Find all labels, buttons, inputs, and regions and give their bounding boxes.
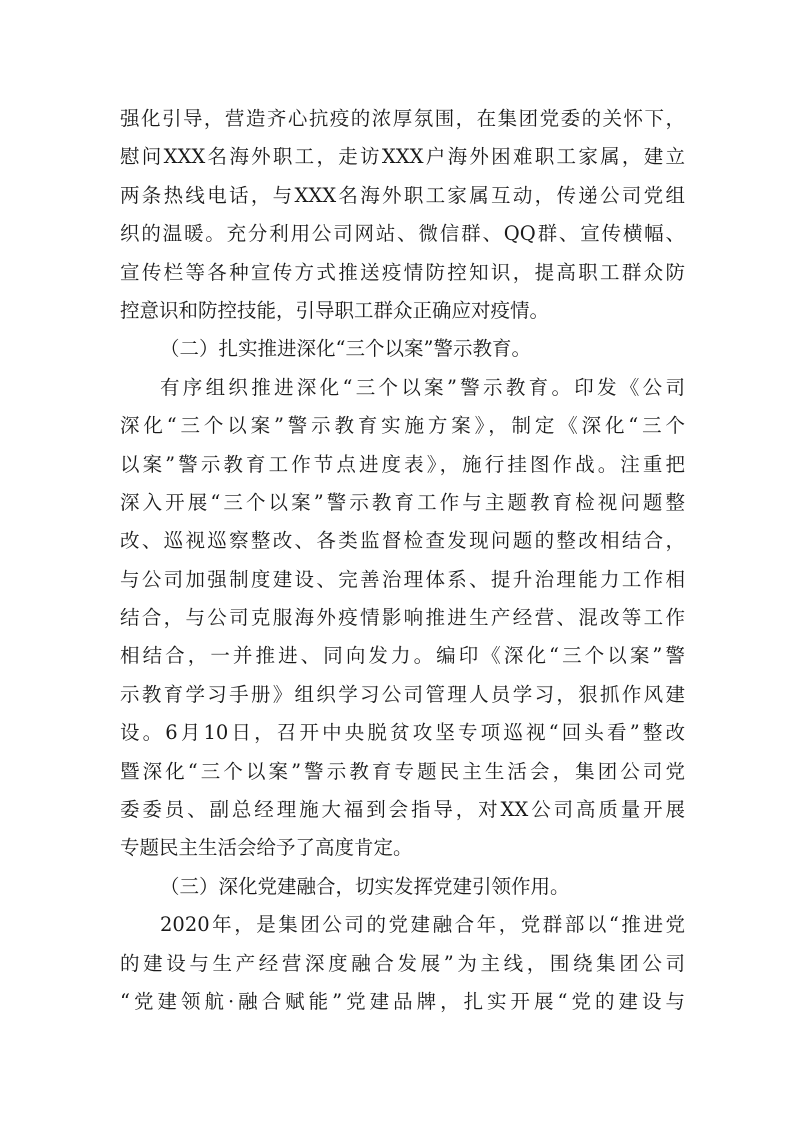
text-line: 相结合，一并推进、同向发力。编印《深化“三个以案”警 <box>120 644 685 668</box>
text-line: 设。6月10日，召开中央脱贫攻坚专项巡视“回头看”整改 <box>120 721 685 745</box>
text-line: 改、巡视巡察整改、各类监督检查发现问题的整改相结合， <box>120 529 685 553</box>
paragraph-first-line: 2020年，是集团公司的党建融合年，党群部以“推进党 <box>160 913 685 937</box>
text-line: 两条热线电话，与XXX名海外职工家属互动，传递公司党组 <box>120 183 685 207</box>
text-line: 强化引导，营造齐心抗疫的浓厚氛围，在集团党委的关怀下， <box>120 107 685 130</box>
section-heading-2: （二）扎实推进深化“三个以案”警示教育。 <box>160 337 531 361</box>
text-line: 控意识和防控技能，引导职工群众正确应对疫情。 <box>120 298 550 322</box>
text-line: 暨深化“三个以案”警示教育专题民主生活会，集团公司党 <box>120 759 685 783</box>
paragraph-first-line: 有序组织推进深化“三个以案”警示教育。印发《公司 <box>160 375 685 399</box>
text-line: “党建领航·融合赋能”党建品牌，扎实开展“党的建设与 <box>120 989 685 1013</box>
text-line: 示教育学习手册》组织学习公司管理人员学习，狠抓作风建 <box>120 682 685 706</box>
body-text <box>120 100 685 1021</box>
text-line: 宣传栏等各种宣传方式推送疫情防控知识，提高职工群众防 <box>120 260 685 284</box>
text-line: 以案”警示教育工作节点进度表》，施行挂图作战。注重把 <box>120 452 685 476</box>
text-line: 专题民主生活会给予了高度肯定。 <box>120 836 413 860</box>
text-line: 与公司加强制度建设、完善治理体系、提升治理能力工作相 <box>120 567 685 591</box>
text-line: 慰问XXX名海外职工，走访XXX户海外困难职工家属，建立 <box>120 145 685 169</box>
text-line: 的建设与生产经营深度融合发展”为主线，围绕集团公司 <box>120 951 685 975</box>
section-heading-3: （三）深化党建融合，切实发挥党建引领作用。 <box>160 874 570 898</box>
text-line: 织的温暖。充分利用公司网站、微信群、QQ群、宣传横幅、 <box>120 222 685 246</box>
text-line: 深入开展“三个以案”警示教育工作与主题教育检视问题整 <box>120 490 685 514</box>
text-line: 深化“三个以案”警示教育实施方案》，制定《深化“三个 <box>120 414 685 438</box>
text-line: 委委员、副总经理施大福到会指导，对XX公司高质量开展 <box>120 798 685 822</box>
text-line: 结合，与公司克服海外疫情影响推进生产经营、混改等工作 <box>120 606 685 630</box>
